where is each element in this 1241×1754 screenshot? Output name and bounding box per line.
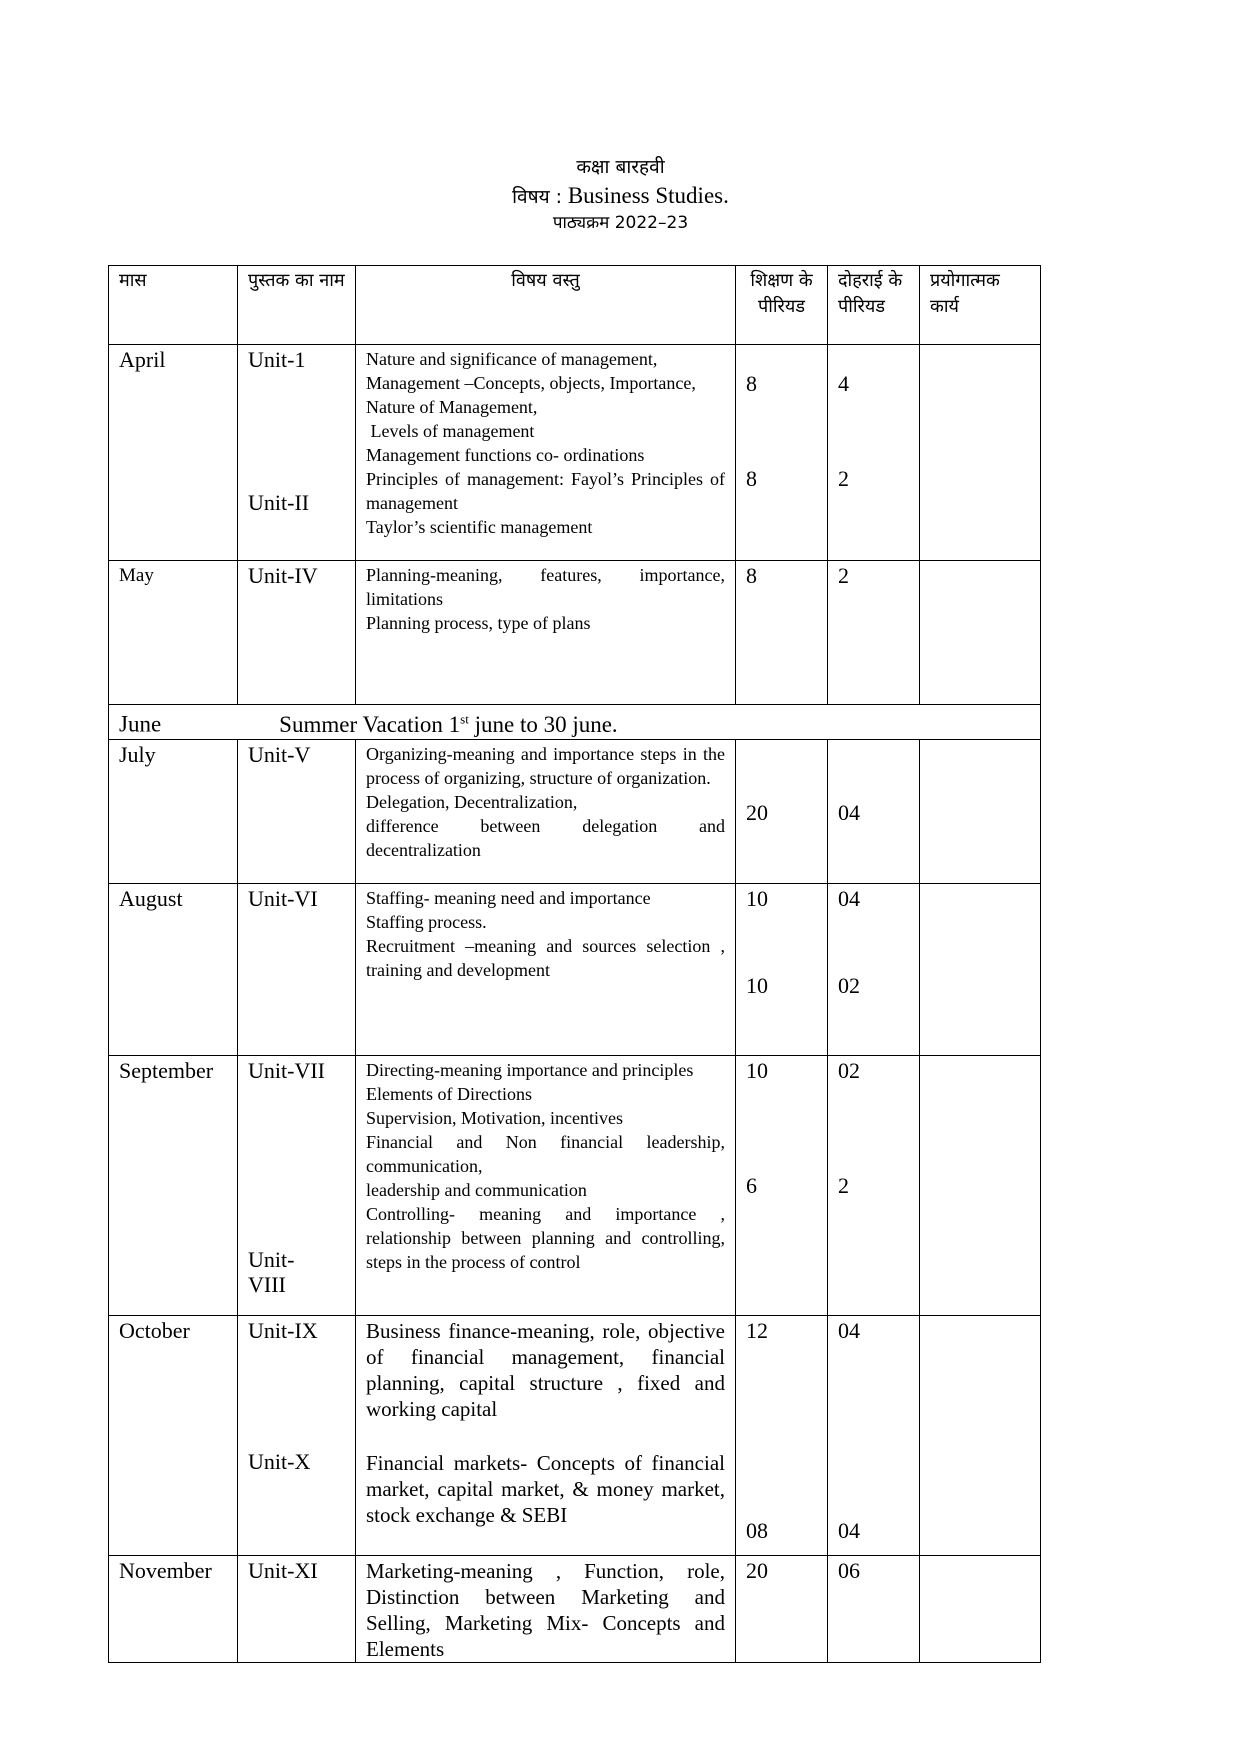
col-book: पुस्तक का नाम	[238, 266, 356, 345]
revision-cell: 06	[828, 1555, 920, 1662]
vacation-text: Summer Vacation 1st june to 30 june.	[279, 711, 618, 737]
practical-cell	[920, 739, 1041, 883]
unit-cell: Unit-IV	[238, 561, 356, 705]
subject-prefix: विषय :	[512, 185, 563, 208]
unit-label: Unit-VIII	[248, 1246, 295, 1297]
period-value: 20	[746, 799, 768, 825]
teaching-cell	[736, 1055, 828, 1315]
content-line: Recruitment –meaning and sources selection , training and development	[366, 935, 725, 980]
table-row	[109, 705, 1041, 740]
month-cell: May	[109, 561, 238, 705]
syllabus-title: पाठ्यक्रम 2022–23	[552, 212, 689, 233]
revision-cell	[828, 739, 920, 883]
content-cell	[356, 739, 736, 883]
unit-cell: Unit-V	[238, 739, 356, 883]
content-line: Nature and significance of management,	[366, 349, 658, 369]
content-line: Management functions co- ordinations	[366, 445, 645, 465]
content-line: leadership and communication	[366, 1179, 587, 1200]
period-value: 8	[746, 466, 757, 491]
unit-cell	[238, 1315, 356, 1555]
content-line: Supervision, Motivation, incentives	[366, 1107, 623, 1128]
unit-cell	[238, 1055, 356, 1315]
content-line: Levels of management	[366, 421, 535, 441]
content-line: Staffing process.	[366, 911, 487, 932]
content-block: Business finance-meaning, role, objective of financial management, financial planning, capital structure , fixed and working capital	[366, 1318, 725, 1421]
period-value: 8	[746, 371, 757, 396]
teaching-cell	[736, 739, 828, 883]
revision-cell	[828, 1315, 920, 1555]
table-row	[109, 1055, 1041, 1315]
period-value: 04	[838, 885, 860, 911]
table-row	[109, 883, 1041, 1055]
unit-cell: Unit-VI	[238, 883, 356, 1055]
content-line: Staffing- meaning need and importance	[366, 887, 651, 908]
content-line: Planning-meaning, features, importance, limitations	[366, 565, 725, 609]
content-line: Taylor’s scientific management	[366, 517, 593, 537]
period-value: 10	[746, 1057, 768, 1083]
content-line: Organizing-meaning and importance steps in the process of organizing, structure of organization.	[366, 743, 725, 788]
period-value: 02	[838, 972, 860, 998]
period-value: 6	[746, 1172, 757, 1198]
practical-cell	[920, 883, 1041, 1055]
teaching-cell: 20	[736, 1555, 828, 1662]
document-header	[0, 156, 1241, 234]
table-header-row	[109, 266, 1041, 345]
revision-cell	[828, 1055, 920, 1315]
period-value: 2	[838, 1172, 849, 1198]
practical-cell	[920, 561, 1041, 705]
table-row	[109, 739, 1041, 883]
teaching-cell: 8	[736, 561, 828, 705]
table-row	[109, 1555, 1041, 1662]
content-block: Financial markets- Concepts of financial market, capital market, & money market, stock exchange & SEBI	[366, 1450, 725, 1527]
period-value: 04	[838, 1317, 860, 1343]
month-cell: October	[109, 1315, 238, 1555]
practical-cell	[920, 1555, 1041, 1662]
period-value: 10	[746, 885, 768, 911]
content-cell	[356, 561, 736, 705]
class-title: कक्षा बारहवी	[576, 156, 665, 178]
vacation-cell	[109, 705, 1041, 740]
practical-cell	[920, 345, 1041, 561]
month-cell: November	[109, 1555, 238, 1662]
teaching-cell	[736, 1315, 828, 1555]
teaching-cell	[736, 883, 828, 1055]
table-row	[109, 561, 1041, 705]
period-value: 2	[838, 466, 849, 491]
content-cell	[356, 345, 736, 561]
unit-cell: Unit-XI	[238, 1555, 356, 1662]
col-practical: प्रयोगात्मक कार्य	[920, 266, 1041, 345]
syllabus-table	[108, 265, 1041, 1663]
col-content: विषय वस्तु	[356, 266, 736, 345]
content-line: Planning process, type of plans	[366, 613, 591, 633]
period-value: 04	[838, 799, 860, 825]
practical-cell	[920, 1055, 1041, 1315]
content-line: Principles of management: Fayol’s Principles of management	[366, 469, 725, 513]
content-cell	[356, 883, 736, 1055]
content-line: Elements of Directions	[366, 1083, 532, 1104]
month-cell: July	[109, 739, 238, 883]
col-teaching: शिक्षण के पीरियड	[736, 266, 828, 345]
month-cell: April	[109, 345, 238, 561]
content-line: Financial and Non financial leadership, communication,	[366, 1131, 725, 1176]
unit-label: Unit-1	[248, 347, 306, 372]
col-month: मास	[109, 266, 238, 345]
content-cell	[356, 1055, 736, 1315]
practical-cell	[920, 1315, 1041, 1555]
unit-label: Unit-VII	[248, 1057, 325, 1083]
content-line: Controlling- meaning and importance , relationship between planning and controlling, steps in the process of control	[366, 1203, 725, 1272]
unit-label: Unit-II	[248, 490, 310, 515]
content-cell	[356, 1315, 736, 1555]
content-line: Nature of Management,	[366, 397, 538, 417]
period-value: 08	[746, 1517, 768, 1543]
month-cell: June	[119, 711, 162, 737]
revision-cell: 2	[828, 561, 920, 705]
content-line: difference between delegation and decentralization	[366, 815, 725, 860]
revision-cell	[828, 345, 920, 561]
teaching-cell	[736, 345, 828, 561]
content-line: Delegation, Decentralization,	[366, 791, 578, 812]
content-line: Management –Concepts, objects, Importance,	[366, 373, 696, 393]
month-cell: September	[109, 1055, 238, 1315]
table-row	[109, 1315, 1041, 1555]
period-value: 4	[838, 371, 849, 396]
period-value: 02	[838, 1057, 860, 1083]
period-value: 10	[746, 972, 768, 998]
period-value: 04	[838, 1517, 860, 1543]
col-revision: दोहराई के पीरियड	[828, 266, 920, 345]
subject-title	[0, 182, 1241, 211]
table-row	[109, 345, 1041, 561]
unit-label: Unit-X	[248, 1448, 311, 1474]
content-line: Directing-meaning importance and principles	[366, 1059, 694, 1080]
content-cell: Marketing-meaning , Function, role, Distinction between Marketing and Selling, Marketing Mix- Concepts and Elements	[356, 1555, 736, 1662]
unit-cell	[238, 345, 356, 561]
month-cell: August	[109, 883, 238, 1055]
period-value: 12	[746, 1317, 768, 1343]
subject-name: Business Studies.	[567, 182, 729, 208]
unit-label: Unit-IX	[248, 1317, 318, 1343]
revision-cell	[828, 883, 920, 1055]
